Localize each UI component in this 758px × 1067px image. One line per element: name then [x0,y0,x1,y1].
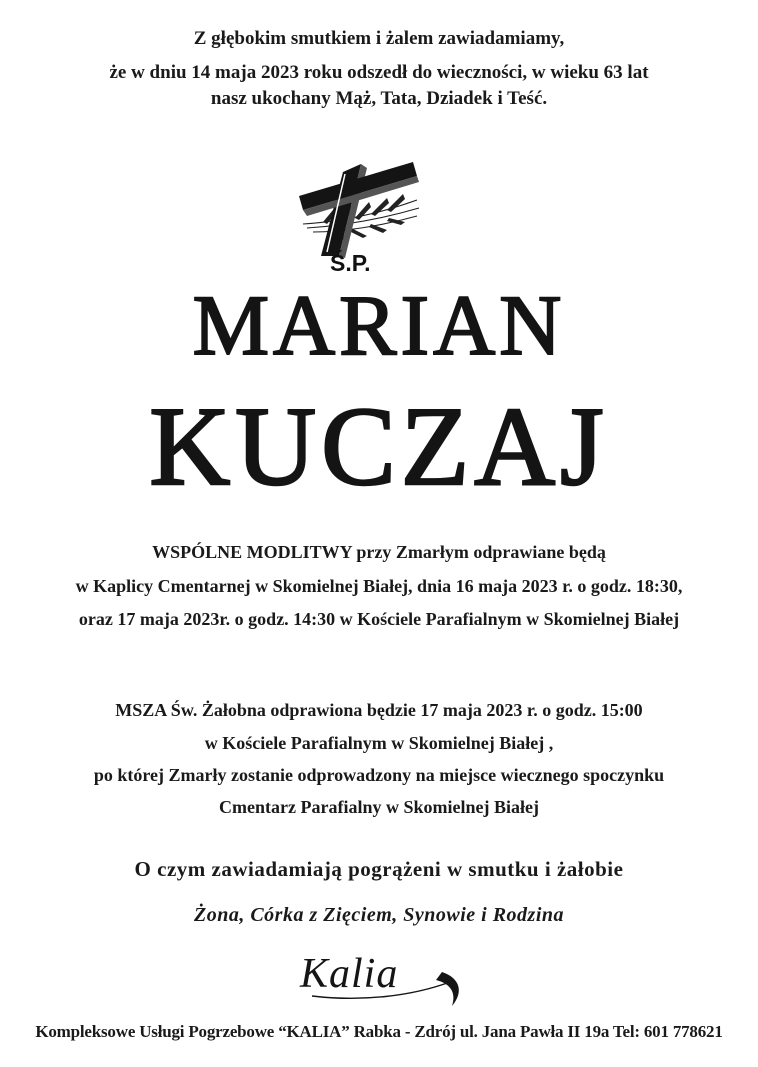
prayers-line-1: WSPÓLNE MODLITWY przy Zmarłym odprawiane będą [152,542,606,562]
intro-line-1: Z głębokim smutkiem i żalem zawiadamiamy, [193,28,565,49]
intro-line-3: nasz ukochany Mąż, Tata, Dziadek i Teść. [210,88,548,109]
logo-text: Kalia [300,951,399,997]
prayers-line-3: oraz 17 maja 2023r. o godz. 14:30 w Kościele Parafialnym w Skomielnej Białej [78,609,680,629]
mass-line-3: po której Zmarły zostanie odprowadzony na miejsce wiecznego spoczynku [93,765,665,785]
footer-contact: Kompleksowe Usługi Pogrzebowe “KALIA” Rabka - Zdrój ul. Jana Pawła II 19a Tel: 601 778621 [35,1022,723,1041]
deceased-first-name: MARIAN [192,277,566,373]
mass-line-2: w Kościele Parafialnym w Skomielnej Białej , [204,733,554,753]
mass-line-1: MSZA Św. Żałobna odprawiona będzie 17 maja 2023 r. o godz. 15:00 [115,700,643,720]
mass-line-4: Cmentarz Parafialny w Skomielnej Białej [219,797,539,817]
intro-line-2: że w dniu 14 maja 2023 roku odszedł do wieczności, w wieku 63 lat [109,62,649,83]
sp-prefix: Ś.P. [330,250,371,276]
prayers-line-2: w Kaplicy Cmentarnej w Skomielnej Białej, dnia 16 maja 2023 r. o godz. 18:30, [75,576,683,596]
family-line: Żona, Córka z Zięciem, Synowie i Rodzina [193,904,565,926]
notify-line: O czym zawiadamiają pogrążeni w smutku i żałobie [134,857,624,881]
cross-with-palm-icon [293,152,423,264]
deceased-last-name: KUCZAJ [149,385,609,509]
kalia-logo [292,952,467,1010]
